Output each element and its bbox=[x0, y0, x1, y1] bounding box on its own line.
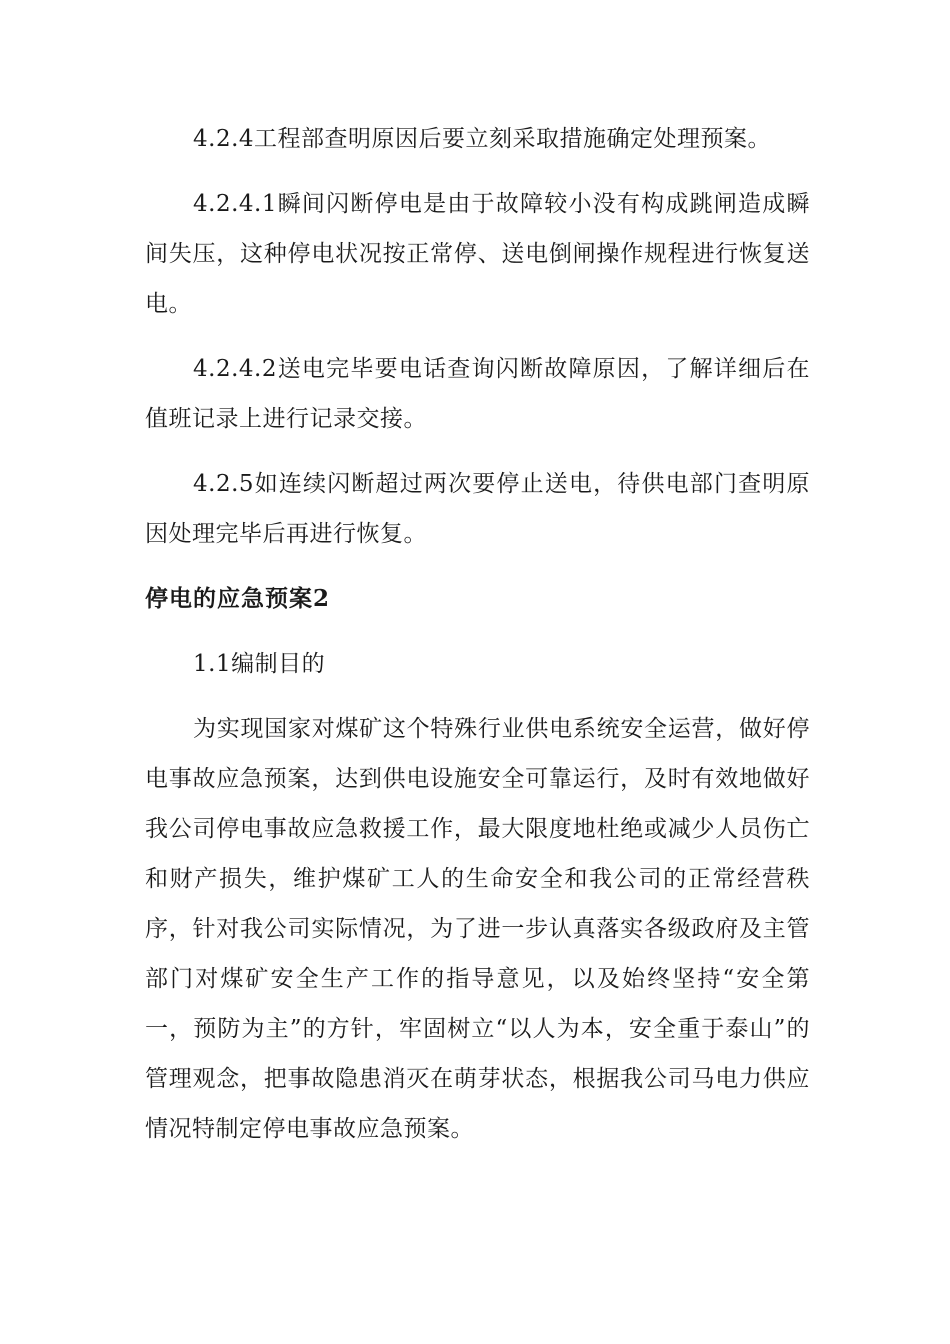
paragraph-gap bbox=[145, 559, 810, 574]
paragraph-4-2-4-1: 4.2.4.1瞬间闪断停电是由于故障较小没有构成跳闸造成瞬间失压，这种停电状况按正常停、送电倒闸操作规程进行恢复送电。 bbox=[145, 191, 810, 317]
paragraph-gap bbox=[145, 329, 810, 344]
paragraph-gap bbox=[145, 624, 810, 639]
paragraph-4-2-5: 4.2.5如连续闪断超过两次要停止送电，待供电部门查明原因处理完毕后再进行恢复。 bbox=[145, 471, 810, 547]
section-heading: 停电的应急预案2 bbox=[145, 585, 331, 612]
paragraph-gap bbox=[145, 689, 810, 704]
paragraph-4-2-4-2: 4.2.4.2送电完毕要电话查询闪断故障原因，了解详细后在值班记录上进行记录交接。 bbox=[145, 356, 810, 432]
subsection-title-1-1: 1.1编制目的 bbox=[193, 651, 326, 677]
purpose-paragraph: 为实现国家对煤矿这个特殊行业供电系统安全运营，做好停电事故应急预案，达到供电设施安全可靠运行，及时有效地做好我公司停电事故应急救援工作，最大限度地杜绝或减少人员伤亡和财产损失，维护煤矿工人的生命安全和我公司的正常经营秩序，针对我公司实际情况，为了进一步认真落实各级政府及主管部门对煤矿安全生产工作的指导意见，以及始终坚持“安全第一，预防为主”的方针，牢固树立“以人为本，安全重于泰山”的管理观念，把事故隐患消灭在萌芽状态，根据我公司马电力供应情况特制定停电事故应急预案。 bbox=[145, 716, 810, 1142]
paragraph-gap bbox=[145, 164, 810, 179]
document-body bbox=[145, 114, 810, 1154]
paragraph-gap bbox=[145, 444, 810, 459]
paragraph-4-2-4: 4.2.4工程部查明原因后要立刻采取措施确定处理预案。 bbox=[193, 126, 772, 152]
